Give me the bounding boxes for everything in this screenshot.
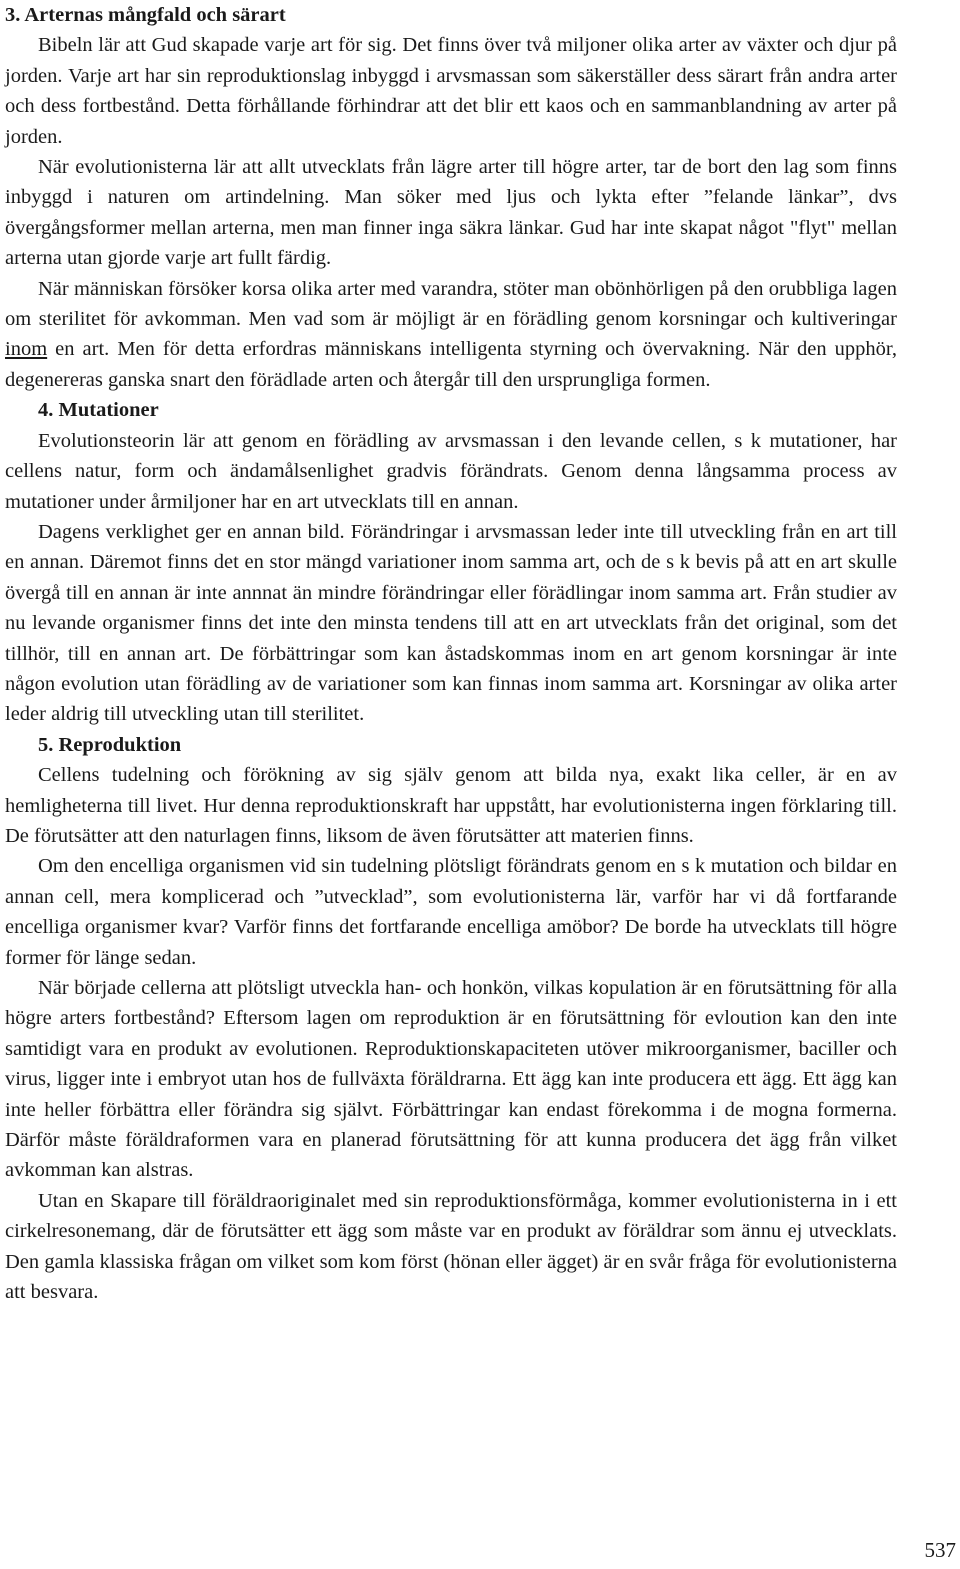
underlined-word: inom — [5, 338, 48, 361]
document-page — [5, 0, 897, 1307]
paragraph: Bibeln lär att Gud skapade varje art för sig. Det finns över två miljoner olika arter av växter och djur på jorden. Varje art har sin reproduktionslag inbyggd i arvsmassan som säkerställer dess särart från andra arter och dess fortbestånd. Detta förhållande förhindrar att det blir ett kaos och en sammanblandning av arter på jorden. — [5, 34, 897, 148]
paragraph: Utan en Skapare till föräldraoriginalet med sin reproduktionsförmåga, kommer evolutionisterna in i ett cirkelresonemang, där de förutsätter ett ägg som måste var en produkt av föräldrar som ännu ej utvecklats. Den gamla klassiska frågan om vilket som kom först (hönan eller ägget) är en svår fråga för evolutionisterna att besvara. — [5, 1189, 897, 1304]
paragraph-text: en art. Men för detta erfordras människans intelligenta styrning och övervakning. När den upphör, degenereras ganska snart den förädlade arten och återgår till den ursprungliga formen. — [5, 338, 897, 391]
paragraph: Cellens tudelning och förökning av sig själv genom att bilda nya, exakt lika celler, är en av hemligheterna till livet. Hur denna reproduktionskraft har uppstått, har evolutionisterna ingen förklaring till. De förutsätter att den naturlagen finns, liksom de även förutsätter att materien finns. — [5, 764, 897, 847]
paragraph: När började cellerna att plötsligt utveckla han- och honkön, vilkas kopulation är en förutsättning för alla högre arters fortbestånd? Eftersom lagen om reproduktion är en förutsättning för evloution kan den inte samtidigt vara en produkt av evolutionen. Reproduktionskapaciteten utöver mikroorganismer, baciller och virus, ligger inte i embryot utan hos de fullväxta föräldrarna. Ett ägg kan inte producera ett ägg. Ett ägg kan inte heller förbättra eller förändra sig självt. Förbättringar kan endast förekomma i de mogna formerna. Därför måste föräldraformen vara en planerad förutsättning för att kunna producera det ägg från vilket avkomman kan alstras. — [5, 977, 897, 1182]
paragraph: När evolutionisterna lär att allt utvecklats från lägre arter till högre arter, tar de bort den lag som finns inbyggd i naturen om artindelning. Man söker med ljus och lykta efter ”felande länkar”, dvs övergångsformer mellan arterna, men man finner inga säkra länkar. Gud har inte skapat något "flyt" mellan arterna utan gjorde varje art fullt färdig. — [5, 156, 897, 270]
section-heading-reproduktion: 5. Reproduktion — [38, 733, 182, 756]
paragraph: Om den encelliga organismen vid sin tudelning plötsligt förändrats genom en s k mutation och bildar en annan cell, mera komplicerad och ”utvecklad”, som evolutionisterna lär, varför har vi då fortfarande encelliga organismer kvar? Varför finns det fortfarande encelliga amöbor? De borde ha utvecklats till högre former för länge sedan. — [5, 855, 897, 969]
paragraph: Dagens verklighet ger en annan bild. Förändringar i arvsmassan leder inte till utveckling från en art till en annan. Däremot finns det en stor mängd variationer inom samma art, och de s k bevis på att en art skulle övergå till en annan är inte annnat än mindre förändringar eller förädlingar inom samma art. Från studier av nu levande organismer finns det inte den minsta tendens till att en art utvecklats från det original, som det tillhör, till en annan art. De förbättringar som kan åstadskommas inom en art genom korsningar är inte någon evolution utan förädling av de variationer som kan finnas inom samma art. Korsningar av olika arter leder aldrig till utveckling utan till sterilitet. — [5, 520, 897, 726]
section-heading-mutationer: 4. Mutationer — [38, 399, 159, 422]
page-number: 537 — [924, 1538, 956, 1562]
section-heading-arternas: 3. Arternas mångfald och särart — [5, 4, 286, 26]
paragraph: Evolutionsteorin lär att genom en förädling av arvsmassan i den levande cellen, s k mutationer, har cellens natur, form och ändamålsenlighet gradvis förändrats. Genom denna långsamma process av mutationer under årmiljoner har en art utvecklats till en annan. — [5, 429, 897, 513]
paragraph-text: När människan försöker korsa olika arter med varandra, stöter man obönhörligen på den orubbliga lagen om sterilitet för avkomman. Men vad som är möjligt är en förädling genom korsningar och kultiveringar — [5, 277, 897, 331]
paragraph — [5, 274, 897, 396]
